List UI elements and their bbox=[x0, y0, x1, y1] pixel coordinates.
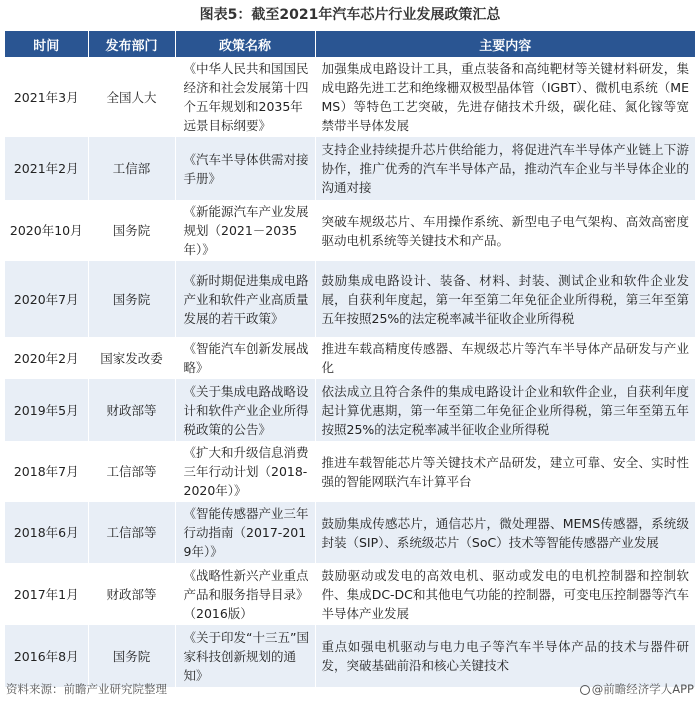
cell-policy-name: 《中华人民共和国国民经济和社会发展第十四个五年规划和2035年远景目标纲要》 bbox=[175, 57, 315, 137]
table-row bbox=[5, 261, 695, 337]
cell-date: 2021年2月 bbox=[5, 137, 88, 200]
cell-dept: 国家发改委 bbox=[88, 337, 175, 379]
cell-date: 2018年6月 bbox=[5, 502, 88, 563]
cell-content: 依法成立且符合条件的集成电路设计企业和软件企业，自获利年度起计算优惠期，第一年至第二年免征企业所得税，第三年至第五年按照25%的法定税率减半征收企业所得税 bbox=[315, 379, 695, 441]
figure-footer bbox=[0, 676, 700, 701]
cell-content: 重点如强电机驱动与电力电子等汽车半导体产品的技术与器件研发，突破基础前沿和核心关键技术 bbox=[315, 625, 695, 687]
cell-date: 2018年7月 bbox=[5, 441, 88, 502]
table-row bbox=[5, 563, 695, 625]
cell-dept: 国务院 bbox=[88, 261, 175, 337]
cell-date: 2016年8月 bbox=[5, 625, 88, 687]
cell-dept: 工信部 bbox=[88, 137, 175, 200]
cell-date: 2017年1月 bbox=[5, 563, 88, 625]
cell-policy-name: 《战略性新兴产业重点产品和服务指导目录》（2016版） bbox=[175, 563, 315, 625]
cell-content: 鼓励集成传感芯片，通信芯片，微处理器、MEMS传感器，系统级封装（SIP）、系统级芯片（SoC）技术等智能传感器产业发展 bbox=[315, 502, 695, 563]
policy-table bbox=[5, 31, 695, 687]
cell-date: 2020年7月 bbox=[5, 261, 88, 337]
cell-date: 2021年3月 bbox=[5, 57, 88, 137]
cell-dept: 工信部等 bbox=[88, 441, 175, 502]
column-header-content: 主要内容 bbox=[315, 31, 695, 57]
table-row bbox=[5, 200, 695, 261]
cell-date: 2020年10月 bbox=[5, 200, 88, 261]
column-header-policy-name: 政策名称 bbox=[175, 31, 315, 57]
cell-content: 突破车规级芯片、车用操作系统、新型电子电气架构、高效高密度驱动电机系统等关键技术和产品。 bbox=[315, 200, 695, 261]
cell-dept: 全国人大 bbox=[88, 57, 175, 137]
brand-logo-icon bbox=[580, 685, 590, 695]
column-header-date: 时间 bbox=[5, 31, 88, 57]
table-row bbox=[5, 57, 695, 137]
cell-dept: 国务院 bbox=[88, 200, 175, 261]
cell-policy-name: 《关于印发“十三五”国家科技创新规划的通知》 bbox=[175, 625, 315, 687]
cell-dept: 财政部等 bbox=[88, 563, 175, 625]
cell-dept: 国务院 bbox=[88, 625, 175, 687]
cell-content: 鼓励集成电路设计、装备、材料、封装、测试企业和软件企业发展，自获利年度起，第一年至第二年免征企业所得税，第三年至第五年按照25%的法定税率减半征收企业所得税 bbox=[315, 261, 695, 337]
table-row bbox=[5, 337, 695, 379]
table-row bbox=[5, 441, 695, 502]
table-row bbox=[5, 502, 695, 563]
cell-dept: 工信部等 bbox=[88, 502, 175, 563]
cell-date: 2020年2月 bbox=[5, 337, 88, 379]
cell-policy-name: 《智能传感器产业三年行动指南（2017-2019年）》 bbox=[175, 502, 315, 563]
cell-policy-name: 《汽车半导体供需对接手册》 bbox=[175, 137, 315, 200]
cell-policy-name: 《关于集成电路战略设计和软件产业企业所得税政策的公告》 bbox=[175, 379, 315, 441]
figure-title: 图表5：截至2021年汽车芯片行业发展政策汇总 bbox=[199, 7, 501, 23]
brand-text: @前瞻经济学人APP bbox=[591, 682, 694, 696]
cell-content: 加强集成电路设计工具，重点装备和高纯靶材等关键材料研发，集成电路先进工艺和绝缘栅双极型晶体管（IGBT）、微机电系统（MEMS）等特色工艺突破，先进存储技术升级，碳化硅、氮化镓等宽禁带半导体发展 bbox=[315, 57, 695, 137]
column-header-dept: 发布部门 bbox=[88, 31, 175, 57]
cell-policy-name: 《新能源汽车产业发展规划（2021－2035年）》 bbox=[175, 200, 315, 261]
cell-policy-name: 《新时期促进集成电路产业和软件产业高质量发展的若干政策》 bbox=[175, 261, 315, 337]
table-row bbox=[5, 137, 695, 200]
cell-policy-name: 《扩大和升级信息消费三年行动计划（2018-2020年）》 bbox=[175, 441, 315, 502]
cell-content: 推进车载智能芯片等关键技术产品研发，建立可靠、安全、实时性强的智能网联汽车计算平台 bbox=[315, 441, 695, 502]
cell-content: 推进车载高精度传感器、车规级芯片等汽车半导体产品研发与产业化 bbox=[315, 337, 695, 379]
cell-policy-name: 《智能汽车创新发展战略》 bbox=[175, 337, 315, 379]
table-row bbox=[5, 379, 695, 441]
cell-content: 支持企业持续提升芯片供给能力，将促进汽车半导体产业链上下游协作，推广优秀的汽车半导体产品，推动汽车企业与半导体企业的沟通对接 bbox=[315, 137, 695, 200]
source-note: 资料来源：前瞻产业研究院整理 bbox=[6, 682, 167, 696]
cell-dept: 财政部等 bbox=[88, 379, 175, 441]
cell-content: 鼓励驱动或发电的高效电机、驱动或发电的电机控制器和控制软件、集成DC-DC和其他电气功能的控制器，可变电压控制器等汽车半导体产业发展 bbox=[315, 563, 695, 625]
brand-credit bbox=[580, 681, 694, 697]
cell-date: 2019年5月 bbox=[5, 379, 88, 441]
table-header-row bbox=[5, 31, 695, 57]
